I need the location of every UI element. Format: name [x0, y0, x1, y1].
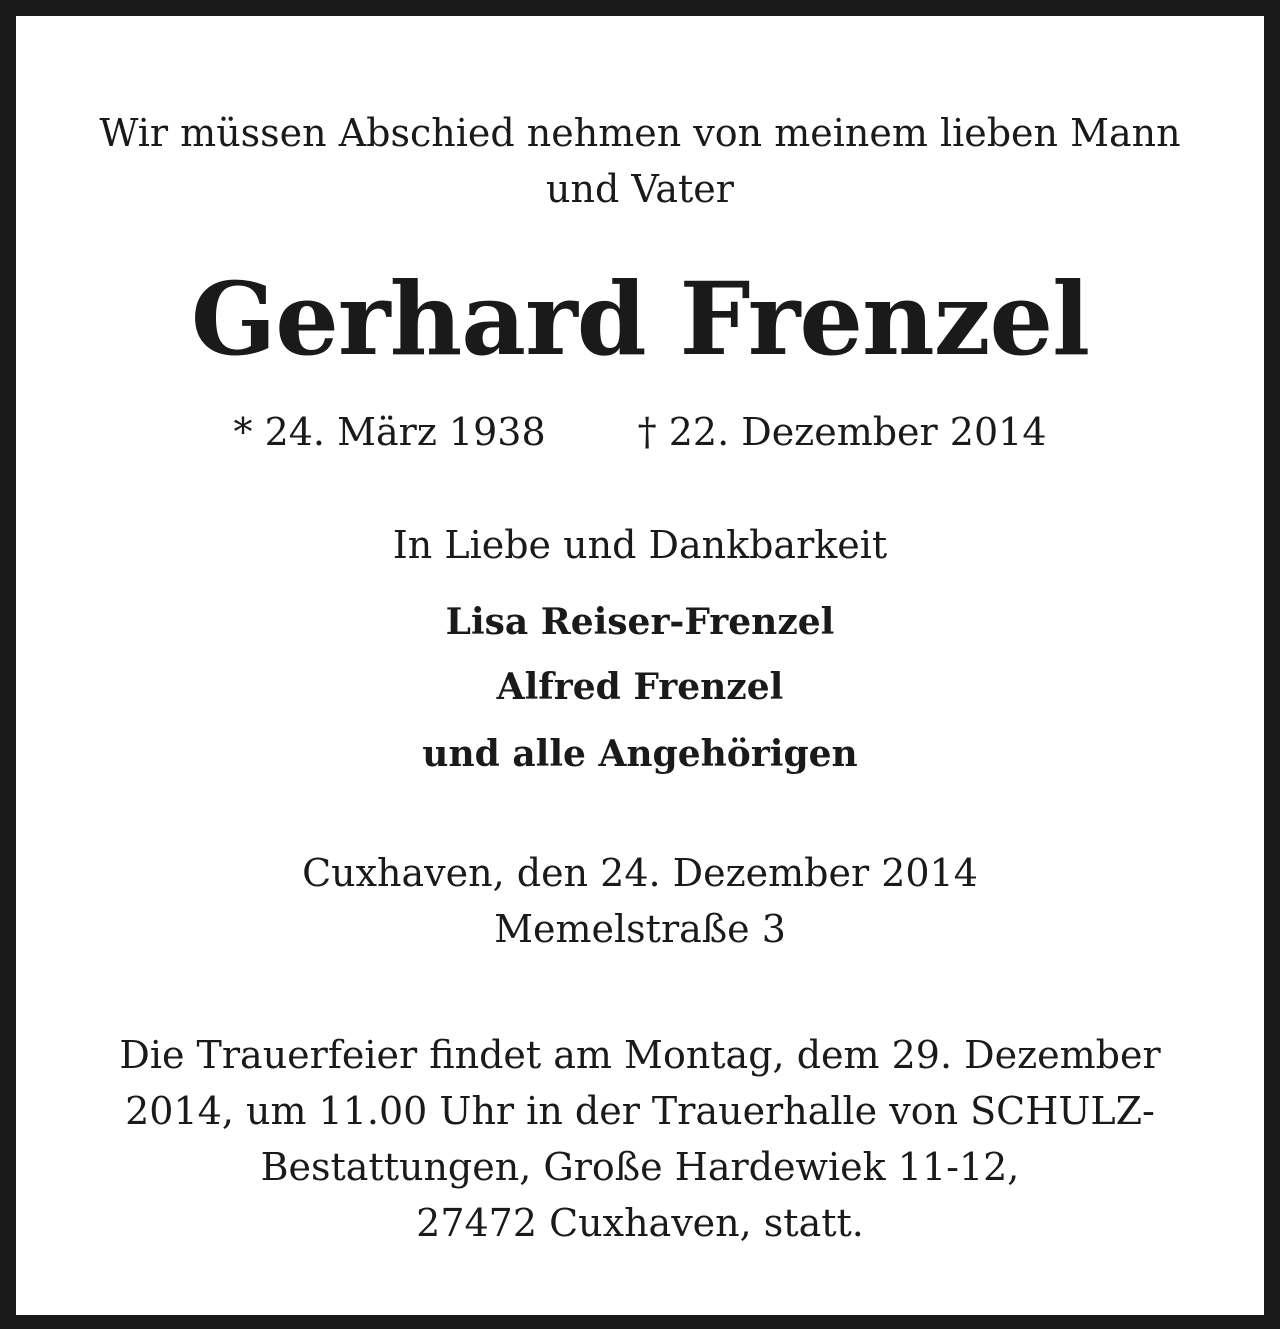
- death-date: † 22. Dezember 2014: [637, 410, 1047, 454]
- place-date-line: Cuxhaven, den 24. Dezember 2014: [302, 851, 978, 895]
- mourner-2: Alfred Frenzel: [496, 666, 784, 708]
- funeral-line-4: 27472 Cuxhaven, statt.: [416, 1201, 864, 1245]
- mourner-1: Lisa Reiser-Frenzel: [445, 601, 835, 643]
- mourner-3: und alle Angehörigen: [422, 733, 858, 775]
- dedication: In Liebe und Dankbarkeit: [392, 523, 888, 567]
- deceased-name: Gerhard Frenzel: [190, 260, 1090, 378]
- intro-line-2: und Vater: [546, 167, 734, 211]
- birth-date: * 24. März 1938: [233, 410, 546, 454]
- funeral-line-2: 2014, um 11.00 Uhr in der Trauerhalle von SCHULZ-: [125, 1089, 1155, 1133]
- intro-line-1: Wir müssen Abschied nehmen von meinem lieben Mann: [99, 111, 1181, 155]
- funeral-line-1: Die Trauerfeier findet am Montag, dem 29. Dezember: [119, 1033, 1161, 1077]
- funeral-line-3: Bestattungen, Große Hardewiek 11-12,: [260, 1145, 1020, 1189]
- life-dates: [16, 409, 1264, 455]
- address-line: Memelstraße 3: [494, 907, 786, 951]
